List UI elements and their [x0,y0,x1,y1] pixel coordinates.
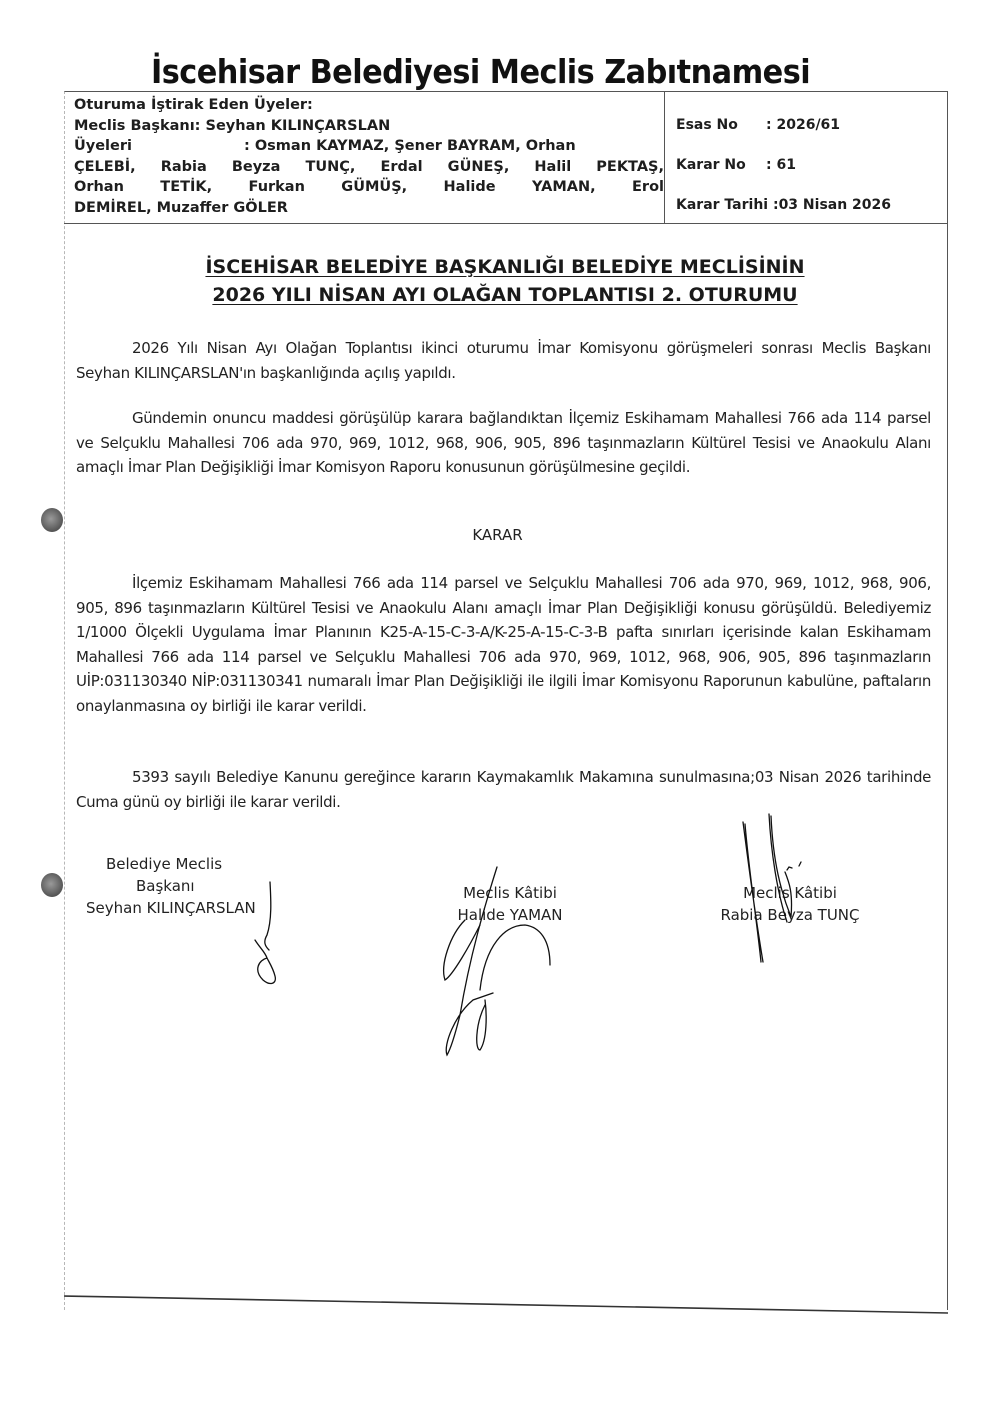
frame-bottom-border [64,1293,948,1317]
chair-label: Meclis Başkanı: [74,117,201,134]
decision-paragraph [76,571,931,718]
karar-tarihi-value: :03 Nisan 2026 [772,197,892,213]
secretary-2-signature-mark [735,812,815,962]
karar-no-label: Karar No [676,157,746,173]
agenda-paragraph-text: Gündemin onuncu maddesi görüşülüp karara bağlandıktan İlçemiz Eskihamam Mahallesi 766 ada 114 parsel ve Selçuklu Mahallesi 706 ada 970, 969, 1012, 968, 906, 905, 896 taşınmazların Kültürel Tesisi ve Anaokulu Alanı amaçlı İmar Plan Değişikliği İmar Komisyon Raporu konusunun görüşülmesine geçildi. [76,409,931,476]
chair-signatory-name: Seyhan KILINÇARSLAN [86,899,256,917]
esas-no-value: : 2026/61 [766,117,841,133]
members-label: Üyeleri [74,138,132,154]
members-line-1 [74,136,664,157]
header-divider [664,91,665,223]
chair-signature-mark [245,880,305,990]
esas-no-label: Esas No [676,117,738,133]
opening-paragraph [76,336,931,385]
chair-title-line-2: Başkanı [136,877,195,895]
members-text-1: : Osman KAYMAZ, Şener BAYRAM, Orhan [244,138,576,154]
secretary-1-title: Meclis Kâtibi [463,884,557,902]
opening-paragraph-text: 2026 Yılı Nisan Ayı Olağan Toplantısı ikinci oturumu İmar Komisyonu görüşmeleri sonrası Meclis Başkanı Seyhan KILINÇARSLAN'ın başkanlığında açılış yapıldı. [76,339,931,382]
page-title: İscehisar Belediyesi Meclis Zabıtnamesi [151,52,811,91]
karar-no-row [676,157,941,197]
chair-title-line-1: Belediye Meclis [106,855,223,873]
members-line-3: Orhan TETİK, Furkan GÜMÜŞ, Halide YAMAN, Erol [74,179,664,195]
agenda-paragraph [76,406,931,480]
header-table [64,91,947,224]
session-heading [70,253,940,309]
submission-paragraph [76,765,931,814]
session-heading-line-1: İSCEHİSAR BELEDİYE BAŞKANLIĞI BELEDİYE MECLİSİNİN [205,256,805,278]
members-line-2: ÇELEBİ, Rabia Beyza TUNÇ, Erdal GÜNEŞ, Halil PEKTAŞ, [74,158,664,175]
decision-meta [676,117,941,237]
chair-line [74,116,664,137]
karar-tarihi-label: Karar Tarihi [676,197,769,213]
members-line-4: DEMİREL, Muzaffer GÖLER [74,199,288,216]
secretary-2-name: Rabia Beyza TUNÇ [720,906,860,924]
submission-paragraph-text: 5393 sayılı Belediye Kanunu gereğince kararın Kaymakamlık Makamına sunulmasına;03 Nisan 2026 tarihinde Cuma günü oy birliği ile karar verildi. [76,768,931,811]
decision-paragraph-text: İlçemiz Eskihamam Mahallesi 766 ada 114 parsel ve Selçuklu Mahallesi 706 ada 970, 969, 1012, 968, 906, 905, 896 taşınmazların Kültürel Tesisi ve Anaokulu Alanı amaçlı İmar Plan Değişikliği konusu görüşüldü. Belediyemiz 1/1000 Ölçekli Uygulama İmar Planının K25-A-15-C-3-A/K-25-A-15-C-3-B pafta sınırları içerisinde kalan Eskihamam Mahallesi 766 ada 114 parsel ve Selçuklu Mahallesi 706 ada 970, 969, 1012, 968, 906, 905, 896 taşınmazların UİP:031130340 NİP:031130341 numaralı İmar Plan Değişikliği ile ilgili İmar Komisyonu Raporunun kabulüne, paftaların onaylanmasına oy birliği ile karar verildi. [76,574,931,715]
secretary-2-title: Meclis Kâtibi [743,884,837,902]
punch-hole-bottom [41,873,63,897]
karar-no-value: : 61 [766,157,796,173]
secretary-1-name: Halide YAMAN [457,906,563,924]
secretary-1-signature-mark [425,865,555,1065]
session-heading-line-2: 2026 YILI NİSAN AYI OLAĞAN TOPLANTISI 2. OTURUMU [212,284,798,306]
punch-hole-top [41,508,63,532]
participants-heading: Oturuma İştirak Eden Üyeler: [74,97,313,113]
participants-block [74,95,664,218]
chair-name: Seyhan KILINÇARSLAN [205,117,391,134]
esas-no-row [676,117,941,157]
karar-title: KARAR [472,526,523,544]
karar-tarihi-row [676,197,941,237]
